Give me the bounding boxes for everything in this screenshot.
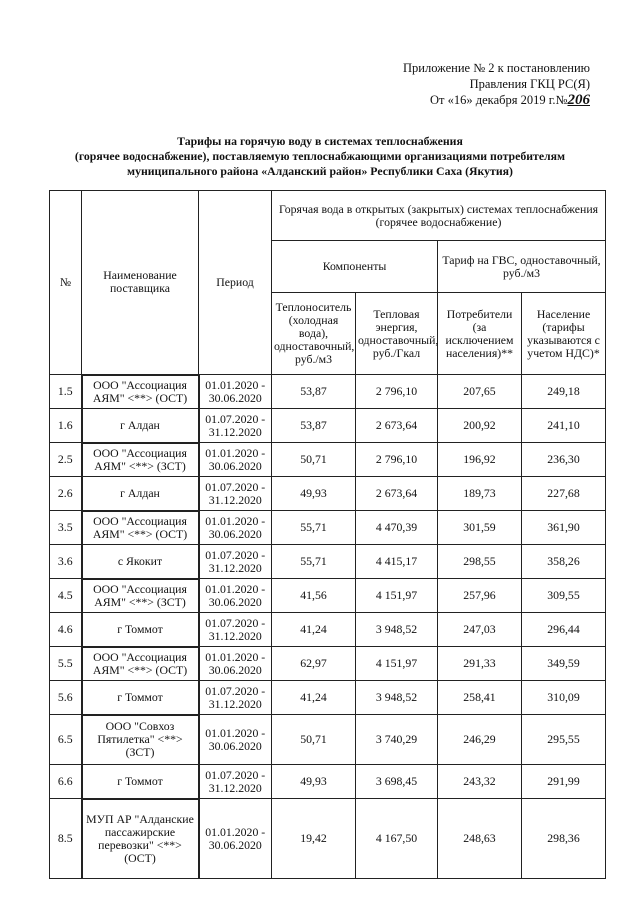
cell-supplier: МУП АР "Алданские пассажирские перевозки" <**> (ОСТ) [82,799,199,879]
cell-energy: 4 167,50 [356,799,438,879]
header-carrier: Теплоноситель (холодная вода), одноставочный, руб./м3 [272,293,356,375]
cell-no: 5.6 [50,681,82,715]
cell-period: 01.07.2020 - 31.12.2020 [199,681,272,715]
cell-energy: 3 948,52 [356,613,438,647]
cell-period: 01.01.2020 - 30.06.2020 [199,375,272,409]
appendix-header [403,60,590,108]
table-row [50,409,606,443]
cell-supplier: ООО "Ассоциация АЯМ" <**> (ЗСТ) [82,579,199,613]
cell-population: 241,10 [522,409,606,443]
table-row [50,647,606,681]
cell-consumers: 298,55 [438,545,522,579]
cell-supplier: ООО "Ассоциация АЯМ" <**> (ОСТ) [82,375,199,409]
table-row [50,579,606,613]
cell-energy: 4 151,97 [356,647,438,681]
appendix-line-3 [403,92,590,108]
cell-no: 3.6 [50,545,82,579]
cell-no: 3.5 [50,511,82,545]
header-consumers: Потребители (за исключением населения)** [438,293,522,375]
appendix-date: От «16» декабря 2019 г.№ [430,93,568,107]
cell-period: 01.01.2020 - 30.06.2020 [199,511,272,545]
cell-no: 4.5 [50,579,82,613]
cell-supplier: г Томмот [82,613,199,647]
appendix-line-1: Приложение № 2 к постановлению [403,61,590,75]
cell-consumers: 246,29 [438,715,522,765]
header-group: Горячая вода в открытых (закрытых) системах теплоснабжения (горячее водоснабжение) [272,191,606,241]
cell-energy: 3 740,29 [356,715,438,765]
cell-supplier: г Томмот [82,681,199,715]
cell-energy: 4 151,97 [356,579,438,613]
cell-period: 01.07.2020 - 31.12.2020 [199,613,272,647]
table-row [50,681,606,715]
appendix-line-2: Правления ГКЦ РС(Я) [469,77,590,91]
table-row [50,477,606,511]
table-row [50,545,606,579]
header-population: Население (тарифы указываются с учетом НДС)* [522,293,606,375]
cell-carrier: 55,71 [272,511,356,545]
cell-supplier: ООО "Ассоциация АЯМ" <**> (ЗСТ) [82,443,199,477]
cell-consumers: 200,92 [438,409,522,443]
cell-population: 298,36 [522,799,606,879]
cell-population: 296,44 [522,613,606,647]
cell-no: 6.6 [50,765,82,799]
cell-carrier: 49,93 [272,765,356,799]
cell-carrier: 55,71 [272,545,356,579]
header-period: Период [199,191,272,375]
cell-consumers: 243,32 [438,765,522,799]
cell-supplier: г Алдан [82,409,199,443]
cell-energy: 2 796,10 [356,443,438,477]
cell-period: 01.01.2020 - 30.06.2020 [199,799,272,879]
cell-population: 358,26 [522,545,606,579]
cell-period: 01.07.2020 - 31.12.2020 [199,477,272,511]
cell-no: 2.6 [50,477,82,511]
cell-consumers: 248,63 [438,799,522,879]
cell-period: 01.01.2020 - 30.06.2020 [199,647,272,681]
cell-energy: 4 470,39 [356,511,438,545]
cell-no: 1.6 [50,409,82,443]
cell-supplier: ООО "Ассоциация АЯМ" <**> (ОСТ) [82,647,199,681]
title-line-3: муниципального района «Алданский район» Республики Саха (Якутия) [127,164,513,178]
document-title [30,134,610,179]
cell-consumers: 189,73 [438,477,522,511]
title-line-1: Тарифы на горячую воду в системах теплоснабжения [177,134,463,148]
cell-consumers: 207,65 [438,375,522,409]
cell-consumers: 257,96 [438,579,522,613]
header-no: № [50,191,82,375]
cell-population: 236,30 [522,443,606,477]
cell-consumers: 258,41 [438,681,522,715]
cell-population: 291,99 [522,765,606,799]
cell-energy: 2 796,10 [356,375,438,409]
cell-carrier: 49,93 [272,477,356,511]
cell-period: 01.07.2020 - 31.12.2020 [199,409,272,443]
cell-energy: 3 698,45 [356,765,438,799]
header-tariff: Тариф на ГВС, одноставочный, руб./м3 [438,241,606,293]
cell-no: 1.5 [50,375,82,409]
table-row [50,511,606,545]
cell-period: 01.01.2020 - 30.06.2020 [199,579,272,613]
cell-carrier: 53,87 [272,375,356,409]
cell-energy: 2 673,64 [356,409,438,443]
cell-supplier: ООО "Ассоциация АЯМ" <**> (ОСТ) [82,511,199,545]
cell-period: 01.07.2020 - 31.12.2020 [199,545,272,579]
table-row [50,613,606,647]
cell-carrier: 41,24 [272,681,356,715]
cell-population: 349,59 [522,647,606,681]
appendix-number: 206 [567,92,590,108]
cell-energy: 2 673,64 [356,477,438,511]
cell-population: 227,68 [522,477,606,511]
cell-supplier: ООО "Совхоз Пятилетка" <**> (ЗСТ) [82,715,199,765]
header-components: Компоненты [272,241,438,293]
cell-consumers: 291,33 [438,647,522,681]
header-energy: Тепловая энергия, одноставочный, руб./Гкал [356,293,438,375]
cell-carrier: 50,71 [272,715,356,765]
cell-no: 2.5 [50,443,82,477]
cell-carrier: 41,56 [272,579,356,613]
cell-supplier: с Якокит [82,545,199,579]
cell-no: 6.5 [50,715,82,765]
cell-population: 361,90 [522,511,606,545]
cell-no: 4.6 [50,613,82,647]
cell-supplier: г Томмот [82,765,199,799]
title-line-2: (горячее водоснабжение), поставляемую теплоснабжающими организациями потребителям [74,149,566,163]
cell-carrier: 19,42 [272,799,356,879]
cell-consumers: 301,59 [438,511,522,545]
cell-carrier: 41,24 [272,613,356,647]
table-row [50,765,606,799]
cell-supplier: г Алдан [82,477,199,511]
cell-population: 310,09 [522,681,606,715]
cell-energy: 3 948,52 [356,681,438,715]
cell-carrier: 50,71 [272,443,356,477]
cell-carrier: 62,97 [272,647,356,681]
cell-period: 01.01.2020 - 30.06.2020 [199,715,272,765]
cell-consumers: 196,92 [438,443,522,477]
table-row [50,375,606,409]
cell-population: 295,55 [522,715,606,765]
cell-period: 01.01.2020 - 30.06.2020 [199,443,272,477]
cell-period: 01.07.2020 - 31.12.2020 [199,765,272,799]
table-row [50,799,606,879]
table-row [50,715,606,765]
cell-no: 5.5 [50,647,82,681]
header-supplier: Наименование поставщика [82,191,199,375]
cell-consumers: 247,03 [438,613,522,647]
cell-energy: 4 415,17 [356,545,438,579]
cell-population: 249,18 [522,375,606,409]
tariff-table [49,190,606,879]
cell-population: 309,55 [522,579,606,613]
cell-no: 8.5 [50,799,82,879]
cell-carrier: 53,87 [272,409,356,443]
table-row [50,443,606,477]
